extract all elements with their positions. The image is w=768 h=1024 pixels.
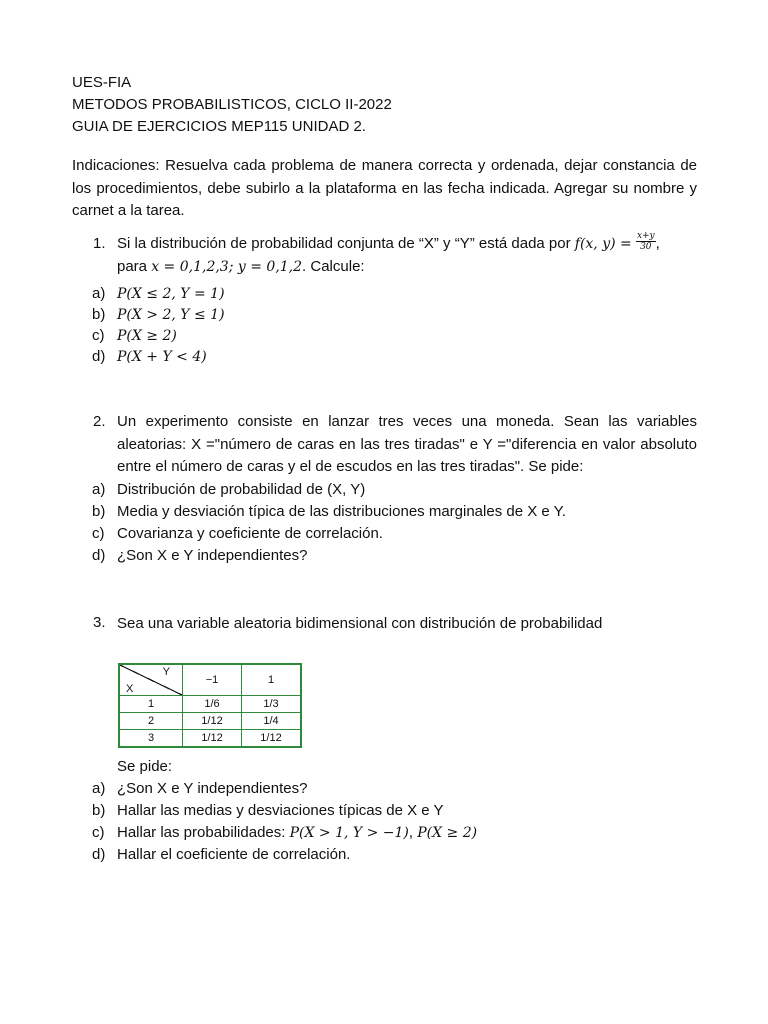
header-course: METODOS PROBABILISTICOS, CICLO II-2022 — [72, 96, 392, 113]
problem1-text: Si la distribución de probabilidad conjunta de “X” y “Y” está dada por — [117, 235, 575, 252]
row-header: 3 — [119, 730, 183, 748]
header-guide-title: GUIA DE EJERCICIOS MEP115 UNIDAD 2. — [72, 118, 366, 135]
row-header: 2 — [119, 713, 183, 730]
fraction-denominator: 30 — [640, 241, 652, 252]
problem2-statement: Un experimento consiste en lanzar tres veces una moneda. Sean las variables aleatorias: X ="número de caras en las tres tiradas" e Y ="diferencia en valor absoluto entre el número de caras y el de escudos en las tres tiradas". Se pide: — [117, 413, 697, 475]
table-cell: 1/4 — [242, 713, 302, 730]
problem1-number: 1. — [93, 235, 106, 252]
table-row — [119, 696, 301, 713]
problem2-item-d: d) ¿Son X e Y independientes? — [92, 547, 308, 564]
instructions-paragraph: Indicaciones: Resuelva cada problema de manera correcta y ordenada, dejar constancia de los procedimientos, debe subirlo a la plataforma en las fecha indicada. Agregar su nombre y carnet a la tarea. — [72, 157, 697, 219]
row-header: 1 — [119, 696, 183, 713]
problem2-item-a: a) Distribución de probabilidad de (X, Y) — [92, 481, 366, 498]
problem1-item-c: c) P(X ≥ 2) — [92, 327, 177, 344]
corner-y-label: Y — [162, 666, 170, 678]
problem3-item-b: b) Hallar las medias y desviaciones típicas de X e Y — [92, 802, 444, 819]
problem3-item-a: a) ¿Son X e Y independientes? — [92, 780, 308, 797]
problem3-item-d: d) Hallar el coeficiente de correlación. — [92, 846, 351, 863]
problem3-statement: Sea una variable aleatoria bidimensional con distribución de probabilidad — [117, 615, 603, 632]
problem1-item-d: d) P(X + Y < 4) — [92, 348, 207, 365]
table-cell: 1/6 — [183, 696, 242, 713]
table-cell: 1/12 — [242, 730, 302, 748]
problem1-domain: x = 0,1,2,3; y = 0,1,2 — [151, 258, 303, 275]
problem1-item-a: a) P(X ≤ 2, Y = 1) — [92, 285, 225, 302]
se-pide-label: Se pide: — [117, 758, 173, 775]
problem2-number: 2. — [93, 413, 106, 430]
problem1-para-prefix: para — [117, 257, 152, 275]
probability-table — [118, 663, 302, 748]
problem1-function: f(x, y) = — [574, 236, 632, 252]
table-row — [119, 713, 301, 730]
fraction-numerator: x+y — [636, 230, 655, 241]
problem2-item-c: c) Covarianza y coeficiente de correlación. — [92, 525, 383, 542]
problem1-comma: , — [655, 235, 660, 252]
table-cell: 1/12 — [183, 730, 242, 748]
problem1-calcule: . Calcule: — [302, 257, 365, 275]
corner-x-label: X — [126, 683, 134, 695]
column-header: 1 — [242, 664, 302, 696]
table-cell: 1/12 — [183, 713, 242, 730]
problem1-item-b: b) P(X > 2, Y ≤ 1) — [92, 306, 225, 323]
problem3-item-c: c) Hallar las probabilidades: P(X > 1, Y > −1), P(X ≥ 2) — [92, 824, 478, 841]
table-corner-cell — [119, 664, 183, 696]
column-header: −1 — [183, 664, 242, 696]
problem3-number: 3. — [93, 614, 106, 631]
problem1-statement — [117, 230, 697, 278]
table-row — [119, 730, 301, 748]
header-institution: UES-FIA — [72, 74, 132, 91]
table-cell: 1/3 — [242, 696, 302, 713]
problem2-item-b: b) Media y desviación típica de las distribuciones marginales de X e Y. — [92, 503, 566, 520]
problem1-fraction — [636, 231, 656, 252]
